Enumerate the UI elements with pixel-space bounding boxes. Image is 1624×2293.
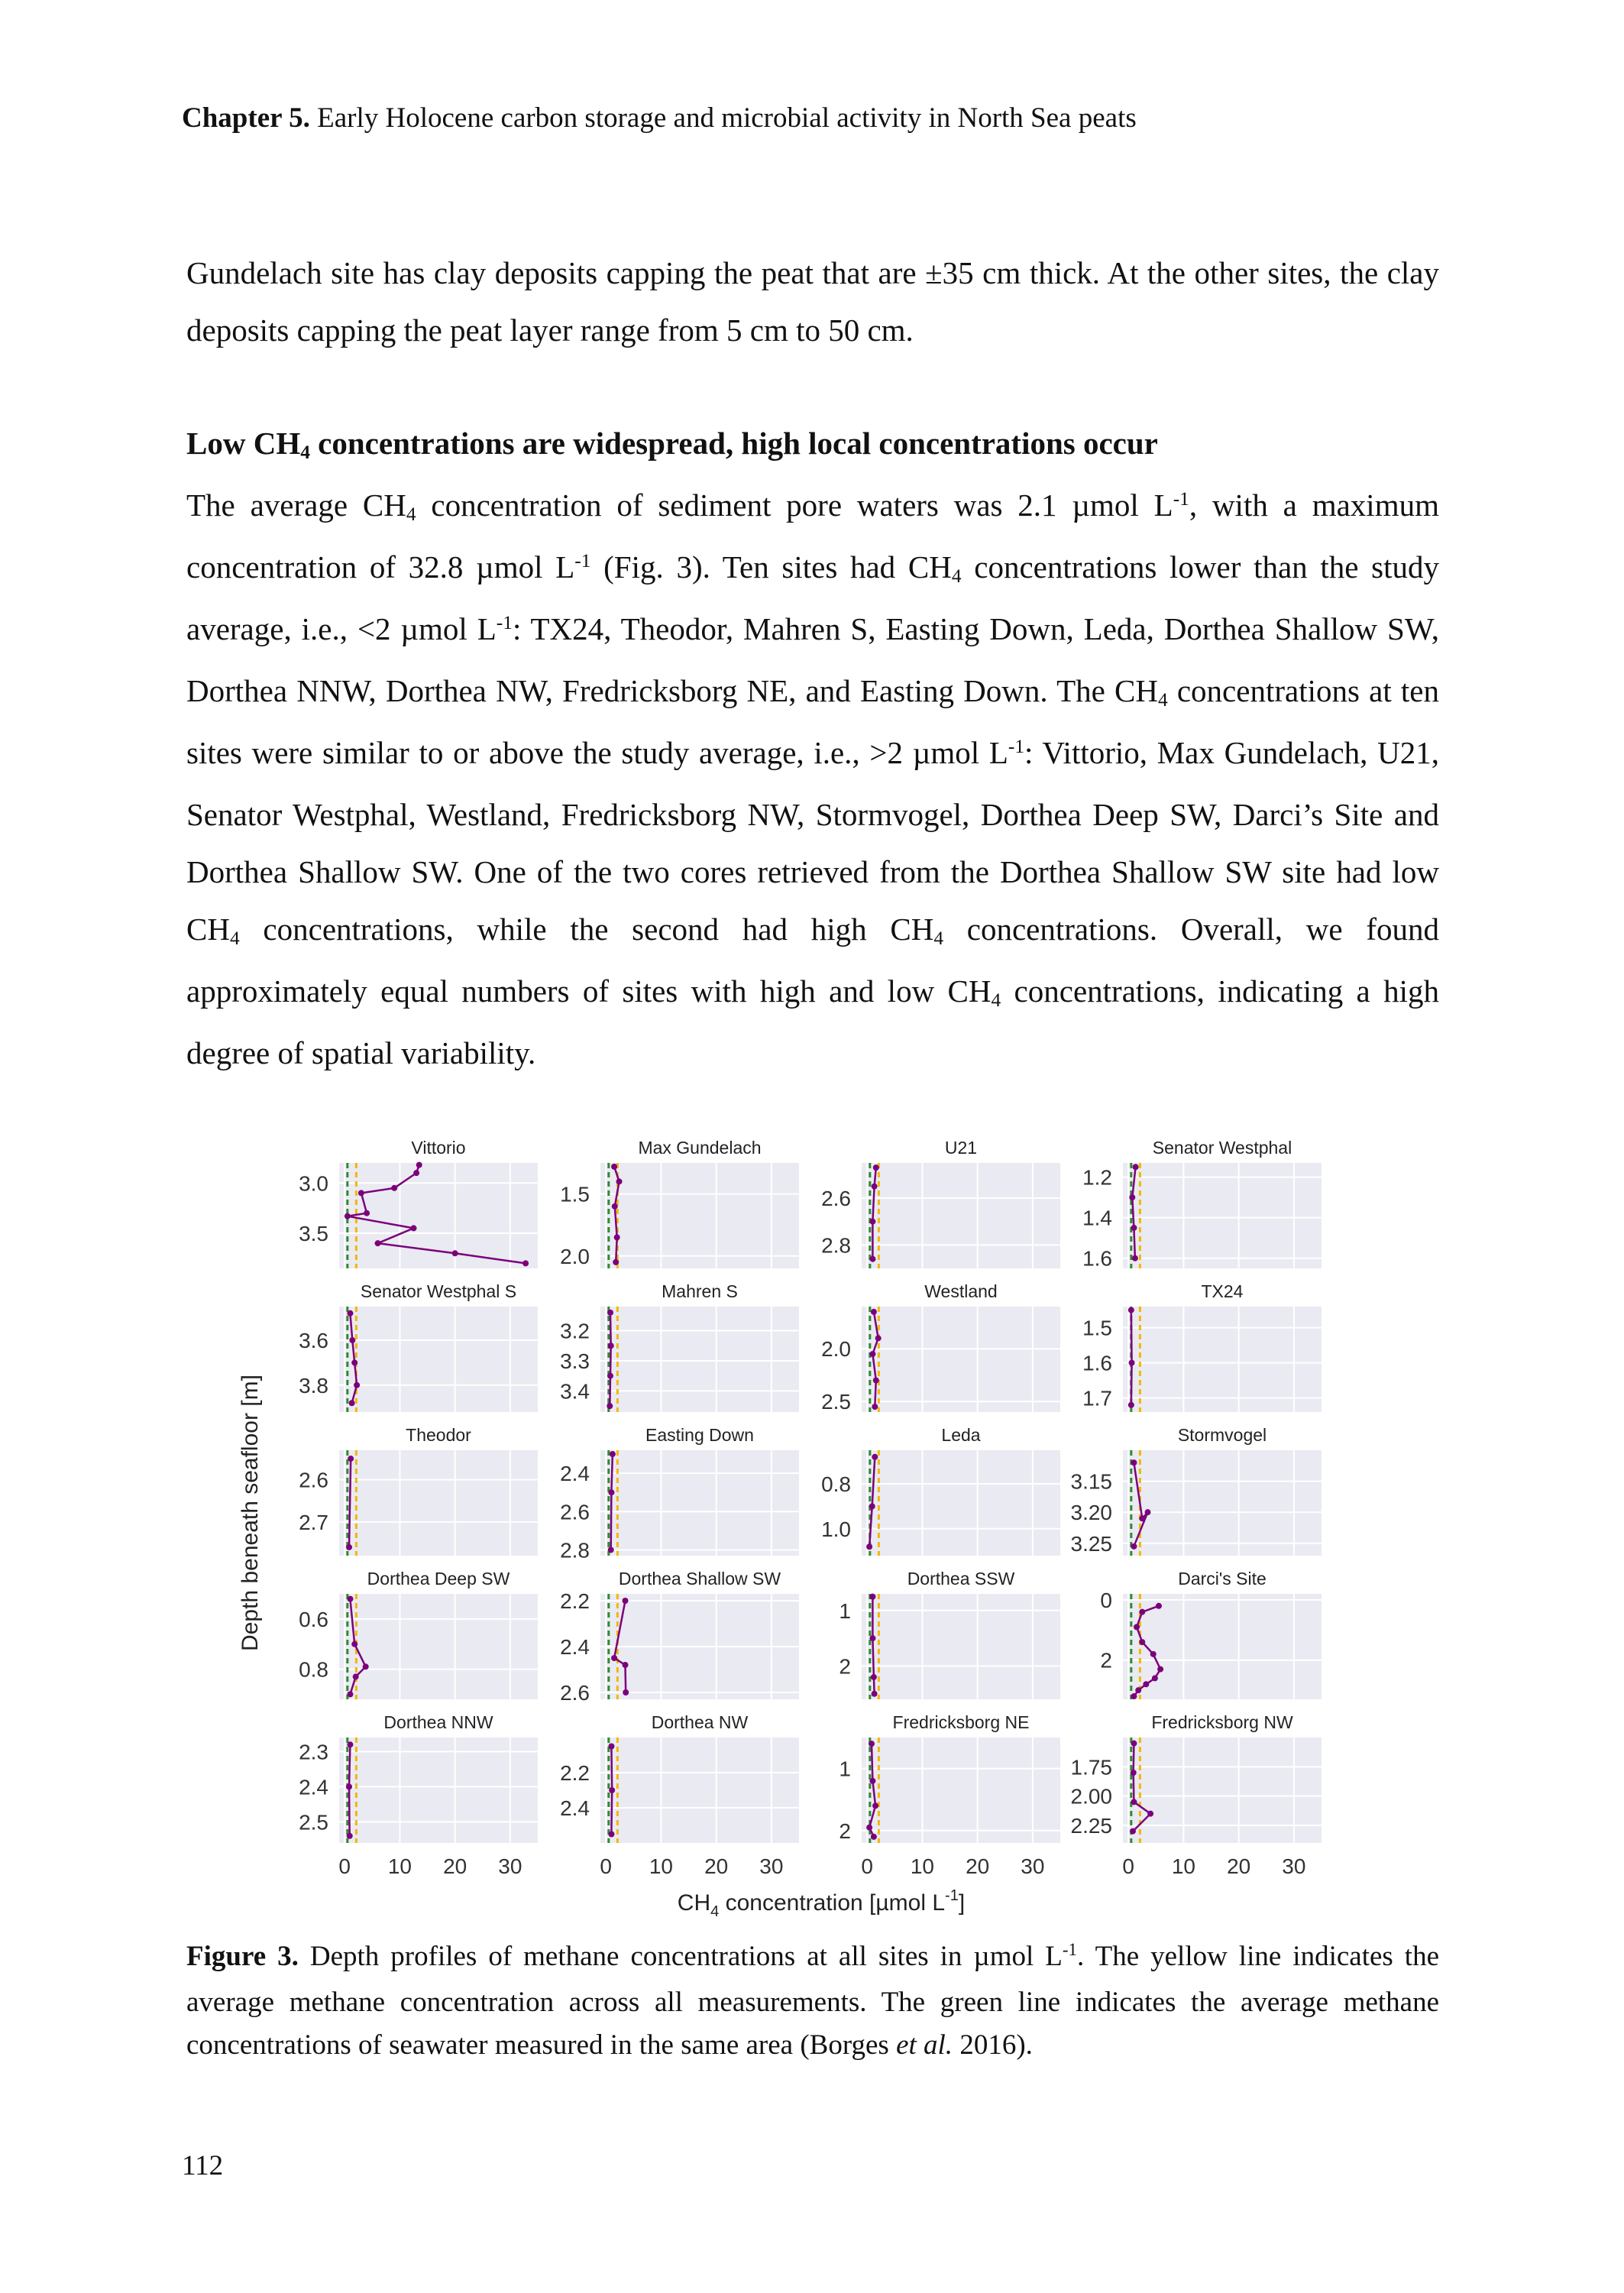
panel-title: Leda	[941, 1425, 981, 1445]
data-point	[1131, 1693, 1137, 1699]
y-tick-label: 1.4	[1082, 1206, 1112, 1230]
panel-title: Westland	[924, 1281, 998, 1301]
panel-fredricksborg-ne	[839, 1712, 1060, 1878]
data-point	[872, 1184, 878, 1190]
data-point	[614, 1234, 620, 1240]
data-point	[345, 1213, 351, 1219]
data-point	[872, 1454, 878, 1460]
data-point	[869, 1256, 875, 1262]
data-point	[1150, 1651, 1157, 1657]
y-tick-label: 1	[839, 1757, 851, 1781]
data-point	[612, 1203, 618, 1210]
data-point	[623, 1689, 629, 1695]
data-point	[1128, 1402, 1134, 1408]
panel-dorthea-nw	[560, 1712, 799, 1878]
panel-title: TX24	[1201, 1281, 1244, 1301]
data-point	[613, 1259, 619, 1265]
subscript: 4	[933, 928, 944, 950]
data-point	[611, 1164, 617, 1170]
figure-caption	[186, 1935, 1439, 2067]
subscript: 4	[991, 989, 1001, 1012]
data-point	[869, 1219, 875, 1225]
x-axis-label-sub: 4	[710, 1903, 720, 1918]
y-tick-label: 3.4	[560, 1379, 590, 1404]
panel-u21	[821, 1138, 1060, 1268]
panel-background	[1123, 1594, 1322, 1699]
panel-title: Dorthea SSW	[907, 1569, 1015, 1589]
panel-title: Dorthea Shallow SW	[618, 1569, 781, 1589]
data-point	[873, 1378, 879, 1384]
panel-background	[1123, 1738, 1322, 1843]
data-point	[1131, 1543, 1137, 1550]
heading-part: Low CH	[186, 426, 301, 461]
data-point	[1131, 1741, 1137, 1747]
data-point	[413, 1170, 419, 1176]
y-tick-label: 0	[1100, 1588, 1112, 1612]
panel-leda	[821, 1425, 1060, 1556]
superscript: -1	[496, 612, 513, 634]
data-point	[452, 1250, 458, 1256]
y-tick-label: 2.00	[1070, 1784, 1112, 1809]
y-tick-label: 3.15	[1070, 1469, 1112, 1494]
data-point	[1147, 1811, 1153, 1817]
panel-senator-westphal	[1082, 1138, 1322, 1271]
text-run: concentrations. Overall, we found approximately equal numbers of sites with high and low CH	[186, 912, 1439, 1009]
panel-dorthea-ssw	[839, 1569, 1060, 1699]
data-point	[873, 1164, 879, 1171]
data-point	[1152, 1675, 1158, 1681]
panel-stormvogel	[1071, 1425, 1322, 1556]
data-point	[1156, 1603, 1162, 1609]
data-point	[349, 1400, 355, 1406]
panel-background	[339, 1163, 538, 1268]
data-point	[363, 1663, 369, 1670]
y-tick-label: 2.6	[560, 1681, 590, 1705]
superscript: -1	[1008, 736, 1025, 758]
x-tick-label: 30	[1021, 1854, 1045, 1878]
panel-title: Max Gundelach	[638, 1138, 762, 1158]
y-tick-label: 2	[839, 1819, 851, 1843]
y-tick-label: 0.6	[299, 1607, 328, 1631]
subscript: 4	[1157, 689, 1168, 711]
caption-text: Depth profiles of methane concentrations at all sites in µmol L	[298, 1941, 1063, 1972]
x-tick-label: 10	[387, 1854, 412, 1878]
text-run: (Fig. 3). Ten sites had CH	[590, 549, 952, 585]
panel-title: Dorthea NW	[651, 1712, 749, 1732]
panel-background	[339, 1738, 538, 1843]
data-point	[351, 1359, 357, 1365]
y-tick-label: 2.6	[560, 1500, 590, 1524]
data-point	[347, 1741, 353, 1747]
subscript: 4	[229, 928, 240, 950]
data-point	[866, 1825, 872, 1831]
panel-title: Easting Down	[645, 1425, 754, 1445]
x-tick-label: 20	[443, 1854, 467, 1878]
data-point	[623, 1662, 629, 1668]
y-tick-label: 2.5	[821, 1390, 851, 1414]
heading-sub: 4	[300, 442, 310, 464]
data-point	[1139, 1515, 1145, 1521]
panel-tx24	[1082, 1281, 1322, 1412]
data-point	[347, 1310, 353, 1317]
data-point	[875, 1335, 882, 1341]
x-tick-label: 0	[861, 1854, 874, 1878]
text-run: concentrations, indicating a high degree of spatial variability.	[186, 973, 1440, 1070]
data-point	[866, 1543, 872, 1550]
data-point	[1131, 1225, 1137, 1231]
data-point	[608, 1744, 614, 1750]
x-tick-label: 10	[649, 1854, 674, 1878]
text-run: concentrations, while the second had high CH	[239, 912, 934, 947]
section-body	[186, 415, 1439, 1082]
panel-background	[862, 1307, 1060, 1412]
y-tick-label: 1	[839, 1598, 851, 1623]
panel-title: Darci's Site	[1178, 1569, 1267, 1589]
data-point	[869, 1594, 875, 1600]
panel-background	[339, 1594, 538, 1699]
panel-title: Vittorio	[411, 1138, 466, 1158]
data-point	[1139, 1609, 1145, 1615]
y-tick-label: 2.0	[821, 1337, 851, 1362]
data-point	[391, 1185, 397, 1191]
data-point	[869, 1635, 875, 1641]
y-tick-label: 1.6	[1082, 1351, 1112, 1375]
data-point	[1132, 1255, 1138, 1261]
data-point	[872, 1802, 878, 1809]
y-tick-label: 0.8	[299, 1657, 328, 1682]
x-axis-label-part: CH	[677, 1890, 711, 1916]
y-tick-label: 1.2	[1082, 1165, 1112, 1190]
text-run: : TX24, Theodor, Mahren S, Easting Down, Leda, Dorthea Shallow SW, Dorthea NNW, Dorthea NW, Fredricksborg NE, and Easting Down. The CH	[186, 611, 1440, 708]
y-tick-label: 2.4	[299, 1775, 328, 1799]
x-axis-label-part: ]	[958, 1890, 966, 1916]
series-line	[1131, 1310, 1132, 1405]
panel-dorthea-deep-sw	[299, 1569, 538, 1699]
panel-fredricksborg-nw	[1071, 1712, 1322, 1878]
data-point	[607, 1403, 613, 1409]
y-tick-label: 2.8	[560, 1538, 590, 1563]
data-point	[1131, 1799, 1137, 1805]
panel-max-gundelach	[560, 1138, 799, 1268]
data-point	[1145, 1509, 1151, 1515]
y-tick-label: 2.3	[299, 1740, 328, 1764]
data-point	[1143, 1681, 1149, 1687]
data-point	[872, 1691, 878, 1697]
x-tick-label: 20	[966, 1854, 990, 1878]
text-run: concentrations at ten sites were similar to or above the study average, i.e., >2 µmol L	[186, 673, 1439, 770]
figure-3	[229, 1123, 1344, 1918]
heading-part: concentrations are widespread, high local concentrations occur	[309, 426, 1158, 461]
text-run: : Vittorio, Max Gundelach, U21, Senator Westphal, Westland, Fredricksborg NW, Stormvogel, Dorthea Deep SW, Darci’s Site and Dorthea Shallow SW. One of the two cores retrieved from the Dorthea Shallow SW site had low CH	[186, 735, 1439, 947]
data-point	[608, 1342, 614, 1349]
x-tick-label: 0	[338, 1854, 351, 1878]
data-point	[869, 1741, 875, 1747]
panel-title: Dorthea NNW	[383, 1712, 493, 1732]
data-point	[616, 1178, 623, 1184]
data-point	[607, 1310, 613, 1316]
data-point	[610, 1451, 616, 1457]
subscript: 4	[406, 504, 416, 526]
panel-title: Fredricksborg NW	[1151, 1712, 1293, 1732]
panel-background	[1123, 1307, 1322, 1412]
data-point	[607, 1373, 613, 1379]
data-point	[1133, 1164, 1139, 1170]
panel-background	[862, 1163, 1060, 1268]
panel-vittorio	[299, 1138, 538, 1268]
panel-easting-down	[560, 1425, 799, 1562]
y-tick-label: 1.6	[1082, 1246, 1112, 1271]
section-paragraph	[186, 477, 1439, 1082]
data-point	[346, 1783, 352, 1789]
y-axis-label: Depth beneath seafloor [m]	[238, 1375, 263, 1651]
panel-background	[1123, 1450, 1322, 1556]
data-point	[623, 1598, 629, 1604]
series-line	[349, 1744, 350, 1836]
panel-title: Mahren S	[662, 1281, 738, 1301]
y-tick-label: 3.20	[1070, 1501, 1112, 1525]
panel-background	[600, 1450, 799, 1556]
text-run: concentration of sediment pore waters was 2.1 µmol L	[416, 487, 1173, 523]
text-run: concentrations lower than the study average, i.e., <2 µmol L	[186, 549, 1439, 646]
data-point	[375, 1240, 381, 1246]
data-point	[522, 1260, 529, 1266]
x-tick-label: 30	[498, 1854, 522, 1878]
paragraph-1-text: Gundelach site has clay deposits capping the peat that are ±35 cm thick. At the other sites, the clay deposits capping the peat layer range from 5 cm to 50 cm.	[186, 255, 1439, 348]
x-axis-label-part: concentration [µmol L	[719, 1890, 946, 1916]
data-point	[869, 1351, 875, 1357]
text-run: , with a maximum concentration of 32.8 µmol L	[186, 487, 1439, 585]
data-point	[869, 1778, 875, 1784]
x-axis-label	[678, 1887, 965, 1918]
y-tick-label: 2.0	[560, 1244, 590, 1268]
data-point	[608, 1489, 614, 1495]
paragraph-1	[186, 245, 1439, 359]
panel-title: Theodor	[406, 1425, 471, 1445]
data-point	[1134, 1624, 1140, 1630]
y-tick-label: 3.0	[299, 1171, 328, 1196]
data-point	[353, 1673, 359, 1679]
panel-background	[339, 1307, 538, 1412]
data-point	[351, 1641, 357, 1647]
data-point	[1129, 1360, 1135, 1366]
y-tick-label: 2.2	[560, 1761, 590, 1785]
caption-italic: et al.	[896, 2029, 953, 2061]
y-tick-label: 2.6	[299, 1468, 328, 1492]
data-point	[354, 1382, 360, 1388]
data-point	[1131, 1770, 1137, 1776]
data-point	[416, 1162, 422, 1168]
caption-text: 2016).	[953, 2029, 1033, 2061]
y-tick-label: 2.7	[299, 1510, 328, 1534]
data-point	[869, 1503, 875, 1509]
caption-label: Figure 3.	[186, 1941, 299, 1972]
panel-background	[600, 1738, 799, 1843]
data-point	[347, 1691, 353, 1697]
data-point	[609, 1787, 615, 1793]
x-tick-label: 0	[1122, 1854, 1135, 1878]
data-point	[871, 1834, 877, 1840]
y-tick-label: 2	[1100, 1648, 1112, 1673]
data-point	[1128, 1307, 1134, 1313]
data-point	[346, 1544, 352, 1550]
data-point	[1129, 1194, 1135, 1200]
data-point	[872, 1404, 878, 1410]
text-run: The average CH	[186, 487, 406, 523]
y-tick-label: 2	[839, 1654, 851, 1679]
panel-background	[600, 1163, 799, 1268]
data-point	[871, 1674, 877, 1680]
x-tick-label: 30	[759, 1854, 784, 1878]
y-tick-label: 2.6	[821, 1187, 851, 1210]
data-point	[1131, 1459, 1137, 1466]
y-tick-label: 3.3	[560, 1349, 590, 1373]
y-tick-label: 2.25	[1070, 1814, 1112, 1838]
y-tick-label: 3.6	[299, 1329, 328, 1353]
y-tick-label: 1.7	[1082, 1386, 1112, 1410]
panel-background	[862, 1450, 1060, 1556]
running-header	[182, 102, 1137, 134]
data-point	[347, 1596, 353, 1602]
x-tick-label: 20	[704, 1854, 729, 1878]
y-tick-label: 2.4	[560, 1635, 590, 1659]
panel-westland	[821, 1281, 1060, 1414]
panel-title: Dorthea Deep SW	[367, 1569, 510, 1589]
y-tick-label: 1.0	[821, 1517, 851, 1541]
data-point	[411, 1225, 417, 1231]
y-tick-label: 3.25	[1070, 1531, 1112, 1556]
y-tick-label: 1.75	[1070, 1755, 1112, 1780]
panel-dorthea-shallow-sw	[560, 1569, 799, 1705]
y-tick-label: 2.2	[560, 1589, 590, 1613]
panel-title: Senator Westphal S	[360, 1281, 517, 1301]
y-tick-label: 2.5	[299, 1810, 328, 1835]
panel-title: U21	[944, 1138, 978, 1158]
panel-background	[339, 1450, 538, 1556]
data-point	[611, 1655, 617, 1661]
caption-text: . The yellow line indicates the average methane concentration across all measurements. The green line indicates the average methane concentrations of seawater measured in the same area (Borges	[186, 1941, 1439, 2061]
y-tick-label: 3.8	[299, 1373, 328, 1397]
data-point	[348, 1456, 354, 1462]
x-tick-label: 20	[1227, 1854, 1251, 1878]
data-point	[871, 1309, 877, 1315]
x-tick-label: 0	[600, 1854, 613, 1878]
x-tick-label: 30	[1282, 1854, 1306, 1878]
panel-theodor	[299, 1425, 538, 1556]
data-point	[1157, 1666, 1163, 1673]
y-tick-label: 2.8	[821, 1233, 851, 1258]
panel-background	[862, 1738, 1060, 1843]
data-point	[347, 1833, 353, 1839]
panel-background	[862, 1594, 1060, 1699]
panel-background	[1123, 1163, 1322, 1268]
x-tick-label: 10	[910, 1854, 935, 1878]
y-tick-label: 3.2	[560, 1319, 590, 1343]
data-point	[1135, 1687, 1141, 1693]
methane-depth-profiles-chart	[229, 1123, 1344, 1918]
y-tick-label: 2.4	[560, 1796, 590, 1820]
data-point	[608, 1831, 614, 1838]
panel-mahren-s	[560, 1281, 799, 1412]
panel-senator-westphal-s	[299, 1281, 538, 1412]
x-axis-label-sup: -1	[945, 1887, 959, 1904]
panel-title: Senator Westphal	[1152, 1138, 1292, 1158]
y-tick-label: 3.5	[299, 1222, 328, 1245]
data-point	[608, 1546, 614, 1553]
section-heading	[186, 415, 1439, 477]
data-point	[349, 1337, 355, 1343]
header-chapter: Chapter 5.	[182, 102, 310, 134]
data-point	[364, 1210, 370, 1216]
y-tick-label: 0.8	[821, 1472, 851, 1497]
panel-darci-s-site	[1100, 1569, 1322, 1699]
panel-title: Fredricksborg NE	[892, 1712, 1030, 1732]
data-point	[1130, 1828, 1136, 1835]
panel-title: Stormvogel	[1177, 1425, 1267, 1445]
y-tick-label: 1.5	[560, 1182, 590, 1206]
x-tick-label: 10	[1171, 1854, 1196, 1878]
superscript: -1	[574, 550, 591, 572]
header-title: Early Holocene carbon storage and microbial activity in North Sea peats	[309, 102, 1137, 134]
data-point	[358, 1190, 364, 1196]
y-tick-label: 2.4	[560, 1462, 590, 1486]
panel-dorthea-nnw	[299, 1712, 538, 1878]
panel-background	[600, 1307, 799, 1412]
superscript: -1	[1173, 488, 1189, 510]
page-number: 112	[182, 2150, 224, 2181]
caption-superscript: -1	[1062, 1940, 1078, 1960]
y-tick-label: 1.5	[1082, 1316, 1112, 1340]
subscript: 4	[951, 565, 962, 588]
data-point	[1139, 1639, 1145, 1645]
